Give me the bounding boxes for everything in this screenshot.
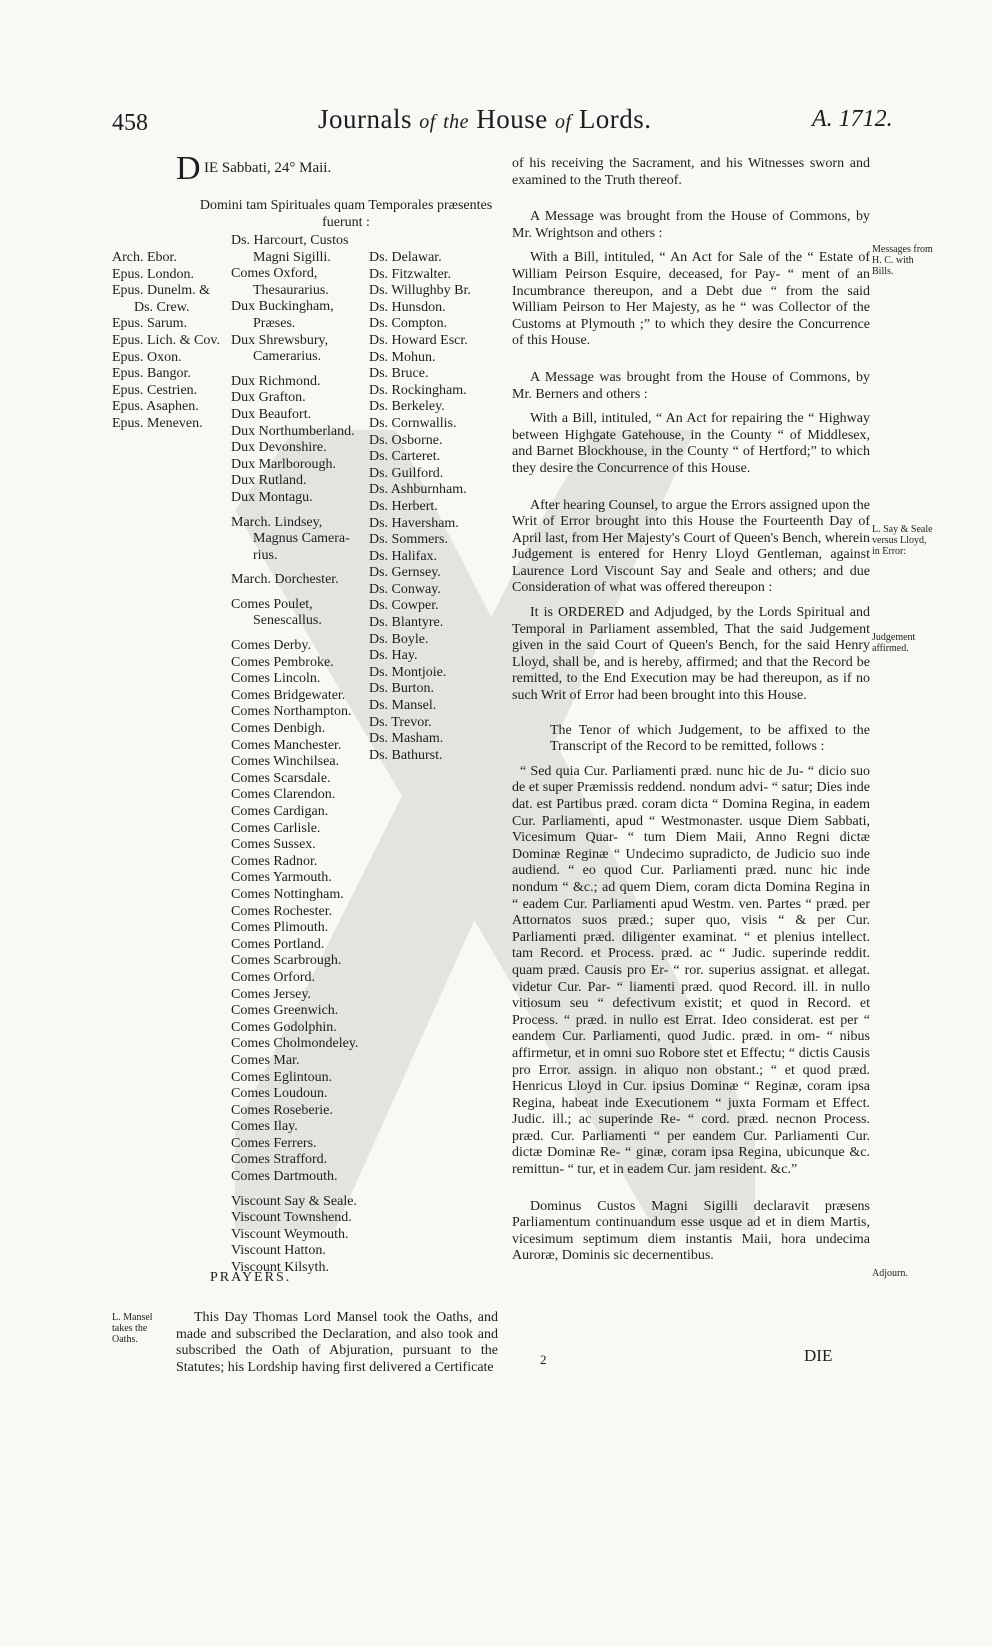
list-item: Magni Sigilli. xyxy=(253,249,331,265)
list-item: Comes Oxford, xyxy=(231,266,318,282)
list-item: Epus. Dunelm. & xyxy=(112,283,210,299)
list-item: Comes Dartmouth. xyxy=(231,1169,338,1185)
list-item: Ds. Montjoie. xyxy=(369,664,447,680)
list-item: Comes Scarsdale. xyxy=(231,770,331,786)
list-item: Ds. Fitzwalter. xyxy=(369,266,452,282)
title-journals: Journals xyxy=(318,104,412,134)
list-item: Dux Montagu. xyxy=(231,489,313,505)
list-item: Ds. Compton. xyxy=(369,316,448,332)
page-number: 458 xyxy=(112,110,148,136)
list-item: Ds. Hay. xyxy=(369,648,418,664)
temporal-lords-list xyxy=(231,233,358,1277)
list-item: Comes Denbigh. xyxy=(231,721,326,737)
list-item: Epus. Lich. & Cov. xyxy=(112,332,220,348)
list-item: Viscount Hatton. xyxy=(231,1243,326,1259)
list-item: Comes Nottingham. xyxy=(231,886,344,902)
list-item: March. Dorchester. xyxy=(231,572,339,588)
prayers-heading: PRAYERS. xyxy=(210,1270,292,1285)
list-item: Comes Ilay. xyxy=(231,1119,298,1135)
ordered-paragraph: It is ORDERED and Adjudged, by the Lords Spiritual and Temporal in Parliament assembled, That the said Judgement given in the said Court of Queen's Bench, for the said Henry Lloyd, shall be, and is hereby, affirmed; and that the Record be remitted, to the End Execution may be had thereupon, as if no such Writ of Error had been brought into this House. xyxy=(512,605,870,704)
title-the: the xyxy=(443,111,469,133)
list-item: Dux Buckingham, xyxy=(231,299,334,315)
message-1-bill: With a Bill, intituled, “ An Act for Sale of the “ Estate of William Peirson Esquire, deceased, for Pay- “ ment of an Incumbrance thereupon, and a Debt due “ from the said William Peirson to Her Majesty, as he “ was Collector of the Customs at Plymouth ;” to which they desire the Concurrence of this House. xyxy=(512,250,870,349)
list-item: rius. xyxy=(253,547,278,563)
message-2-intro: A Message was brought from the House of Commons, by Mr. Berners and others : xyxy=(512,369,870,402)
page-title xyxy=(318,104,652,135)
list-item: Comes Derby. xyxy=(231,638,311,654)
list-item: Comes Roseberie. xyxy=(231,1102,333,1118)
list-item: Ds. Herbert. xyxy=(369,498,438,514)
list-item: Ds. Ashburnham. xyxy=(369,482,467,498)
list-item: Ds. Berkeley. xyxy=(369,399,445,415)
mansel-paragraph: This Day Thomas Lord Mansel took the Oaths, and made and subscribed the Declaration, and also took and subscribed the Oath of Abjuration, pursuant to the Statutes; his Lordship having first delivered a Certificate xyxy=(176,1310,498,1375)
list-item: Dux Shrewsbury, xyxy=(231,332,329,348)
latin-judgement: “ Sed quia Cur. Parliamenti præd. nunc hic de Ju- “ dicio suo de et super Præmissis reddend. nondum advi- “ satur; Dies inde dat. est Partibus præd. coram dicta “ Domina Regina, in eadem Cur. Parliamenti, apud “ Westmonaster. usque Diem Sabbati, Vicesimum Quar- “ tum Diem Maii, Anno Regni dictæ Dominæ Reginæ “ Undecimo supradicto, de Judicio suo inde audiend. “ eo quod Cur. Parliamenti præd. nunc hic inde nondum “ &c.; ad quem Diem, coram dicta Domina Regina in “ eadem Cur. Parliamenti apud Westm. ven. Partes “ præd. per Attornatos suos præd.; super quo, visis “ & per Cur. Parliamenti præd. diligenter examinat. “ et plenius intellect. tam Record. et Process. præd. ac “ Judic. superinde reddit. quam præd. Causis pro Er- “ ror. superius assignat. et allegat. videtur Cur. Par- “ liamenti præd. quod Record. ill. in nullo vitiosum seu “ defectivum existit; et quod in Record. et Process. “ præd. in nullo est Errat. Ideo considerat. est per “ eandem Cur. Parliamenti, quod Judic. præd. in om- “ nibus affirmetur, et in omni suo Robore stet et Effectu; “ dictis Causis pro Error. assign. in aliquo non obstant.; “ et quod præd. Henricus Lloyd in Cur. ipsius Dominæ “ Reginæ, coram ipsa Regina, habeat inde Executionem “ juxta Formam et Effect. Judic. ill.; ac superinde Re- “ cord. præd. necnon Process. præd. Cur. Parliamenti “ per eandem Cur. Parliamenti Cur. dictæ Dominæ Re- “ ginæ, coram ipsa Regina, ubicunque &c. remittun- “ tur, et in eadem Cur. jam resident. &c.” xyxy=(512,763,870,1178)
barons-list xyxy=(369,250,471,764)
drop-cap: D xyxy=(176,150,201,187)
list-item: Comes Bridgewater. xyxy=(231,687,346,703)
list-item: Comes Manchester. xyxy=(231,737,342,753)
list-item: Comes Jersey. xyxy=(231,986,311,1002)
list-item: Præses. xyxy=(253,315,296,331)
list-item: Comes Cardigan. xyxy=(231,804,329,819)
message-2-bill: With a Bill, intituled, “ An Act for repairing the “ Highway between Highgate Gatehouse, in the County “ of Middlesex, and Barnet Blockhouse, in the County “ of Hertford;” to which they desire the Concurrence of this House. xyxy=(512,411,870,476)
margin-note-judgement: Judgement affirmed. xyxy=(872,632,916,654)
list-item: Dux Devonshire. xyxy=(231,440,327,456)
present-heading xyxy=(196,197,496,231)
list-item: Ds. Cowper. xyxy=(369,598,439,614)
bishops-list xyxy=(112,250,220,433)
title-lords: Lords. xyxy=(578,104,652,134)
margin-note-messages: Messages from H. C. with Bills. xyxy=(872,244,933,277)
list-item: Epus. Meneven. xyxy=(112,415,203,431)
list-item: Ds. Howard Escr. xyxy=(369,332,468,348)
list-item: Comes Rochester. xyxy=(231,903,333,919)
list-item: Dux Richmond. xyxy=(231,373,321,389)
catchword: DIE xyxy=(804,1346,833,1365)
list-item: Ds. Burton. xyxy=(369,681,434,697)
list-item: Dux Rutland. xyxy=(231,473,307,489)
list-item: Camerarius. xyxy=(253,349,322,365)
list-item: Dux Beaufort. xyxy=(231,406,312,422)
list-item: Viscount Say & Seale. xyxy=(231,1193,357,1209)
list-item: Dux Marlborough. xyxy=(231,456,336,472)
list-item: Comes Northampton. xyxy=(231,704,352,720)
list-item: Ds. Bruce. xyxy=(369,366,429,382)
list-item: Comes Clarendon. xyxy=(231,787,336,803)
list-item: Epus. Sarum. xyxy=(112,316,188,332)
list-item: Ds. Gernsey. xyxy=(369,565,441,581)
list-item: Epus. Oxon. xyxy=(112,349,182,365)
list-item: Viscount Kilsyth. xyxy=(231,1260,329,1276)
list-item: Comes Lincoln. xyxy=(231,671,321,687)
list-item: Ds. Mansel. xyxy=(369,698,437,714)
list-item: Ds. Masham. xyxy=(369,731,444,747)
list-item: Comes Yarmouth. xyxy=(231,870,332,886)
list-item: Comes Eglintoun. xyxy=(231,1069,333,1085)
list-item: Epus. London. xyxy=(112,266,195,282)
present-line-1: Domini tam Spirituales quam Temporales præsentes xyxy=(199,198,493,213)
list-item: Comes Mar. xyxy=(231,1052,300,1068)
signature-mark: 2 xyxy=(540,1352,547,1367)
list-item: Comes Carlisle. xyxy=(231,820,321,836)
list-item: Epus. Bangor. xyxy=(112,366,191,382)
year: A. 1712. xyxy=(812,106,893,132)
list-item: Comes Godolphin. xyxy=(231,1019,337,1035)
tenor-paragraph: The Tenor of which Judgement, to be affixed to the Transcript of the Record to be remitted, follows : xyxy=(550,722,870,755)
list-item: March. Lindsey, xyxy=(231,514,323,530)
list-item: Arch. Ebor. xyxy=(112,250,177,265)
session-date: IE Sabbati, 24° Maii. xyxy=(204,160,332,176)
list-item: Ds. Haversham. xyxy=(369,515,459,531)
list-item: Ds. Bathurst. xyxy=(369,747,443,763)
list-item: Comes Poulet, xyxy=(231,596,313,612)
list-item: Epus. Asaphen. xyxy=(112,399,199,415)
errors-paragraph: After hearing Counsel, to argue the Errors assigned upon the Writ of Error brought into this House the Fourteenth Day of April last, from Her Majesty's Court of Queen's Bench, wherein Judgement is entered for Henry Lloyd Gentleman, against Laurence Lord Viscount Say and Seale and others; and due Consideration of what was offered thereupon : xyxy=(512,497,870,596)
list-item: Ds. Boyle. xyxy=(369,631,429,647)
margin-note-adjourn: Adjourn. xyxy=(872,1268,908,1279)
list-item: Ds. Blantyre. xyxy=(369,615,444,631)
list-item: Comes Orford. xyxy=(231,969,315,985)
margin-note-say-seale: L. Say & Seale versus Lloyd, in Error: xyxy=(872,524,933,557)
list-item: Ds. Trevor. xyxy=(369,714,432,730)
title-of-2: of xyxy=(555,111,572,133)
message-1-intro: A Message was brought from the House of Commons, by Mr. Wrightson and others : xyxy=(512,209,870,241)
title-of: of xyxy=(419,111,436,133)
list-item: Ds. Crew. xyxy=(134,299,190,315)
list-item: Thesaurarius. xyxy=(253,282,329,298)
list-item: Ds. Sommers. xyxy=(369,532,448,548)
list-item: Comes Scarbrough. xyxy=(231,953,342,969)
list-item: Ds. Willughby Br. xyxy=(369,283,471,299)
list-item: Comes Ferrers. xyxy=(231,1135,317,1151)
list-item: Comes Portland. xyxy=(231,936,325,952)
list-item: Ds. Rockingham. xyxy=(369,382,467,398)
list-item: Magnus Camera- xyxy=(253,531,350,547)
list-item: Comes Loudoun. xyxy=(231,1086,328,1102)
list-item: Comes Cholmondeley. xyxy=(231,1036,359,1052)
list-item: Comes Strafford. xyxy=(231,1152,328,1168)
list-item: Epus. Cestrien. xyxy=(112,382,198,398)
right-column xyxy=(512,156,870,1265)
margin-note-mansel: L. Mansel takes the Oaths. xyxy=(112,1312,153,1345)
list-item: Ds. Cornwallis. xyxy=(369,415,457,431)
list-item: Senescallus. xyxy=(253,613,322,629)
list-item: Comes Radnor. xyxy=(231,853,318,869)
title-house: House xyxy=(476,104,548,134)
adjourn-paragraph: Dominus Custos Magni Sigilli declaravit præsens Parliamentum continuandum esse usque ad et in diem Martis, vicesimum septimum diem instantis Maii, hora undecima Auroræ, Dominis sic decernentibus. xyxy=(512,1198,870,1264)
list-item: Dux Northumberland. xyxy=(231,423,355,439)
list-item: Viscount Townshend. xyxy=(231,1210,352,1226)
continuation-paragraph: of his receiving the Sacrament, and his Witnesses sworn and examined to the Truth thereof. xyxy=(512,156,870,188)
list-item: Comes Sussex. xyxy=(231,837,316,853)
list-item: Ds. Halifax. xyxy=(369,548,438,564)
list-item: Ds. Guilford. xyxy=(369,465,444,481)
list-item: Ds. Harcourt, Custos xyxy=(231,233,349,248)
list-item: Comes Plimouth. xyxy=(231,920,329,936)
list-item: Ds. Conway. xyxy=(369,581,441,597)
list-item: Ds. Carteret. xyxy=(369,449,441,465)
list-item: Comes Winchilsea. xyxy=(231,754,340,770)
list-item: Viscount Weymouth. xyxy=(231,1226,349,1242)
list-item: Comes Greenwich. xyxy=(231,1003,339,1019)
list-item: Ds. Mohun. xyxy=(369,349,436,365)
present-line-2: fuerunt : xyxy=(322,215,370,230)
list-item: Ds. Delawar. xyxy=(369,250,442,265)
list-item: Ds. Osborne. xyxy=(369,432,443,448)
list-item: Comes Pembroke. xyxy=(231,654,334,670)
list-item: Ds. Hunsdon. xyxy=(369,299,446,315)
list-item: Dux Grafton. xyxy=(231,390,306,406)
